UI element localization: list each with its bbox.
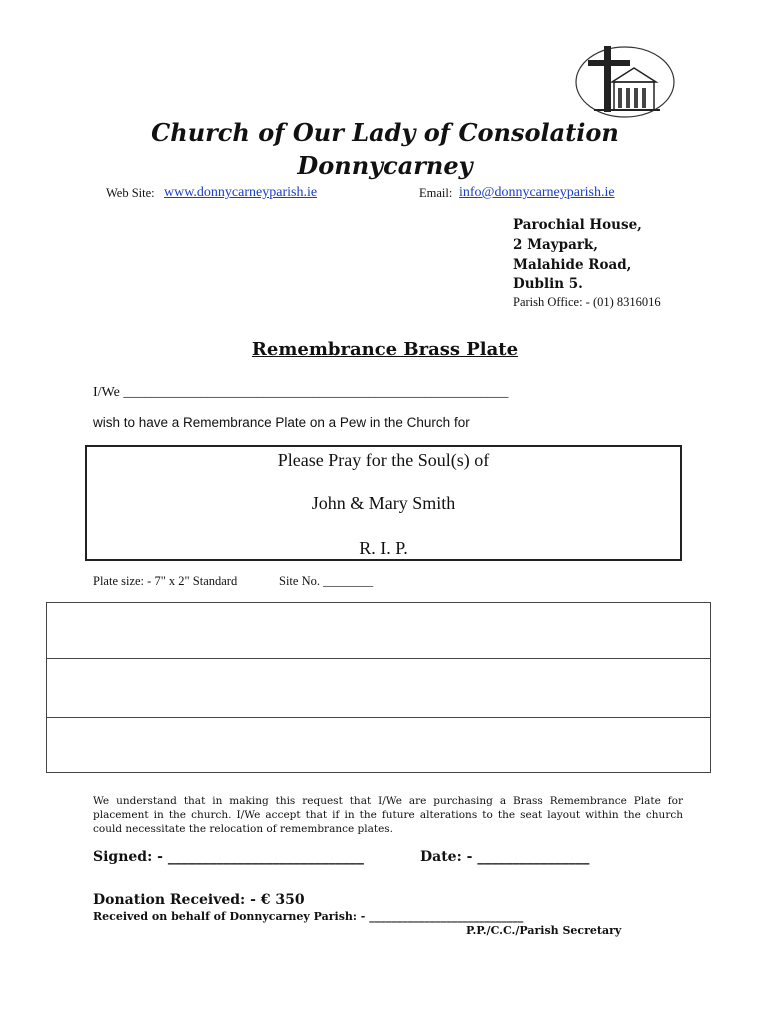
received-on-behalf-field[interactable]: Received on behalf of Donnycarney Parish: - ____________________________: [93, 910, 524, 923]
table-row-divider: [47, 658, 710, 659]
email-label: Email:: [419, 186, 453, 200]
church-title: Church of Our Lady of Consolation: [151, 118, 619, 147]
wish-text: wish to have a Remembrance Plate on a Pew in the Church for: [93, 415, 470, 430]
details-table: [46, 602, 711, 773]
email-link[interactable]: info@donnycarneyparish.ie: [459, 185, 615, 200]
plate-inscription-box: [85, 445, 682, 561]
address-line-3: Malahide Road,: [513, 257, 632, 273]
donation-received: Donation Received: - € 350: [93, 892, 305, 908]
website-label: Web Site:: [106, 186, 155, 200]
signed-field[interactable]: Signed: - ____________________________: [93, 849, 364, 865]
pp-signature-label: P.P./C.C./Parish Secretary: [466, 924, 622, 937]
parish-office-phone: Parish Office: - (01) 8316016: [513, 295, 661, 309]
website-link[interactable]: www.donnycarneyparish.ie: [164, 185, 318, 200]
plate-line-1: Please Pray for the Soul(s) of: [277, 450, 490, 470]
church-cross-logo-icon: [574, 44, 676, 120]
table-row-divider: [47, 717, 710, 718]
plate-size-text: Plate size: - 7" x 2" Standard: [93, 574, 238, 588]
plate-line-3: R. I. P.: [359, 538, 408, 558]
agreement-text: We understand that in making this request that I/We are purchasing a Brass Remembrance Plate for placement in the church. I/We accept that if in the future alterations to the seat layout within the church could necessitate the relocation of remembrance plates.: [93, 795, 683, 835]
form-heading: Remembrance Brass Plate: [251, 339, 519, 360]
church-subtitle: Donnycarney: [297, 151, 473, 180]
plate-line-2: John & Mary Smith: [311, 493, 456, 513]
site-no-field[interactable]: Site No. ________: [279, 574, 374, 588]
address-line-4: Dublin 5.: [513, 276, 583, 292]
address-line-2: 2 Maypark,: [513, 237, 598, 253]
address-line-1: Parochial House,: [513, 217, 642, 233]
date-field[interactable]: Date: - ________________: [420, 849, 590, 865]
iwe-name-field[interactable]: I/We _______________________________________________________: [93, 385, 509, 400]
